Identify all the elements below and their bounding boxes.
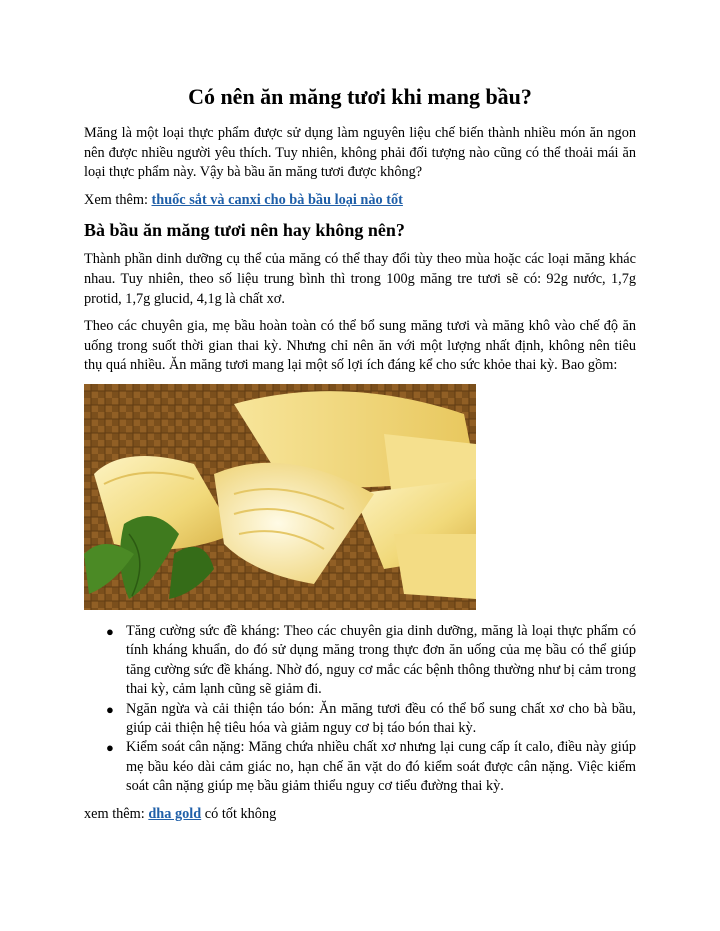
bamboo-shoots-photo: [84, 384, 476, 610]
nutrition-paragraph: Thành phần dinh dưỡng cụ thể của măng có thể thay đổi tùy theo mùa hoặc các loại măng khác nhau. Tuy nhiên, theo số liệu trung bình thì trong 100g măng tre tươi sẽ có: 92g nước, 1,7g protid, 1,7g glucid, 4,1g là chất xơ.: [84, 251, 636, 307]
see-also-suffix: có tốt không: [201, 805, 277, 822]
experts-paragraph: Theo các chuyên gia, mẹ bầu hoàn toàn có thể bổ sung măng tươi và măng khô vào chế độ ăn uống trong suốt thời gian thai kỳ. Nhưng chỉ nên ăn với một lượng nhất định, không nên tiêu thụ quá nhiều. Ăn măng tươi mang lại một số lợi ích đáng kể cho sức khỏe thai kỳ. Bao gồm:: [84, 318, 636, 374]
bullet-icon: ●: [106, 740, 114, 756]
list-item: [106, 738, 636, 796]
benefit-text: Kiểm soát cân nặng: Măng chứa nhiều chất xơ nhưng lại cung cấp ít calo, điều này giúp mẹ bầu kéo dài cảm giác no, hạn chế ăn vặt do đó kiểm soát được cân nặng. Việc kiểm soát cân nặng giúp mẹ bầu giảm thiểu nguy cơ tiểu đường thai kỳ.: [126, 739, 636, 795]
see-also-line-2: [84, 805, 636, 825]
list-item: [106, 700, 636, 739]
intro-paragraph: Măng là một loại thực phẩm được sử dụng làm nguyên liệu chế biến thành nhiều món ăn ngon nên được nhiều người yêu thích. Tuy nhiên, không phải đối tượng nào cũng có thể thoải mái ăn loại thực phẩm này. Vậy bà bầu ăn măng tươi được không?: [84, 125, 636, 181]
document-page: [84, 82, 636, 832]
benefit-text: Ngăn ngừa và cải thiện táo bón: Ăn măng tươi đều có thể bổ sung chất xơ cho bà bầu, giúp cải thiện hệ tiêu hóa và giảm nguy cơ bị táo bón thai kỳ.: [126, 700, 636, 736]
see-also-prefix: Xem thêm:: [84, 191, 152, 208]
see-also-line-1: [84, 191, 636, 211]
benefits-list: [84, 622, 636, 797]
list-item: [106, 622, 636, 700]
dha-gold-link[interactable]: dha gold: [148, 805, 202, 822]
bullet-icon: ●: [106, 701, 114, 717]
iron-calcium-link[interactable]: thuốc sắt và canxi cho bà bầu loại nào tốt: [151, 191, 403, 208]
benefit-text: Tăng cường sức đề kháng: Theo các chuyên gia dinh dưỡng, măng là loại thực phẩm có tính kháng khuẩn, do đó sử dụng măng trong thực đơn ăn uống của mẹ bầu có thể giúp tăng cường sức đề kháng. Nhờ đó, nguy cơ mắc các bệnh thông thường như bị cảm trong thai kỳ, cảm lạnh cũng sẽ giảm đi.: [126, 622, 636, 698]
bullet-icon: ●: [106, 623, 114, 639]
section-heading: Bà bầu ăn măng tươi nên hay không nên?: [84, 220, 405, 241]
page-title: Có nên ăn măng tươi khi mang bầu?: [188, 84, 532, 109]
see-also-prefix: xem thêm:: [84, 805, 149, 822]
